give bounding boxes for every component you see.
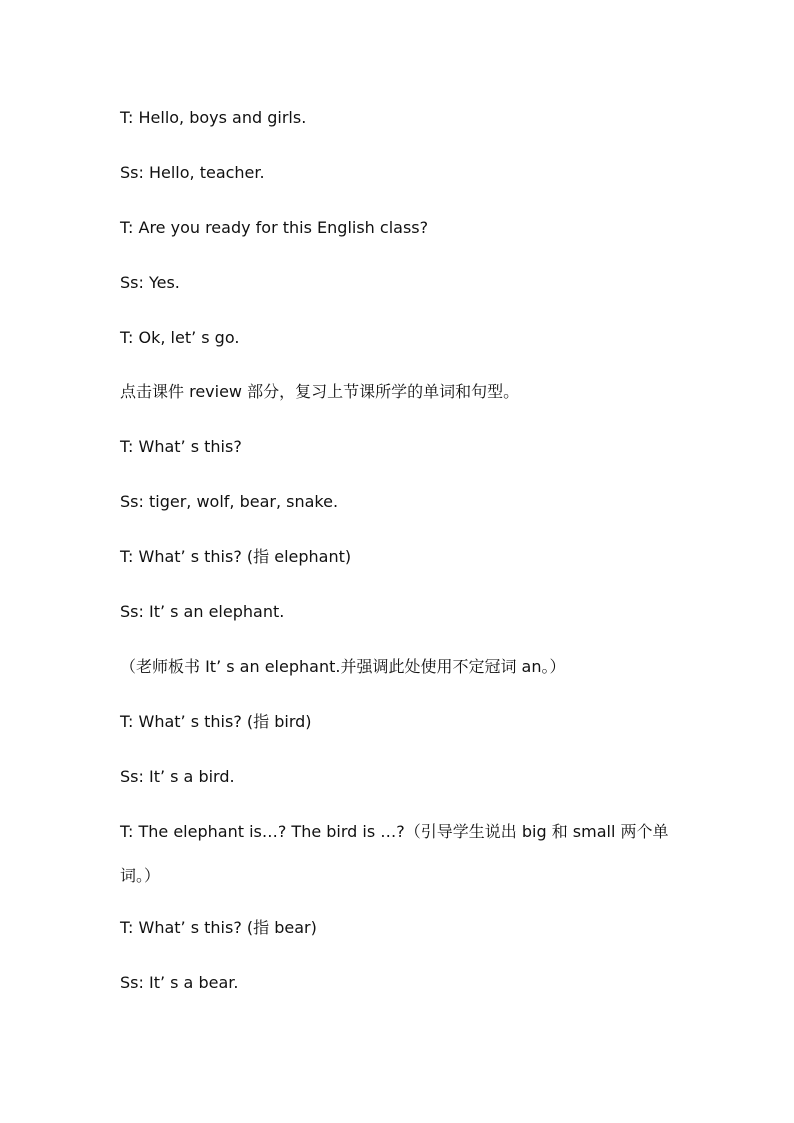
dialogue-line-12: T: The elephant is…? The bird is …?（引导学生说出 big 和 small 两个单词。） (120, 822, 669, 885)
dialogue-line-7: Ss: tiger, wolf, bear, snake. (120, 492, 339, 511)
dialogue-line-14: Ss: It’ s a bear. (120, 973, 239, 992)
dialogue-line-1: T: Hello, boys and girls. (120, 108, 307, 127)
instruction-line-1: 点击课件 review 部分，复习上节课所学的单词和句型。 (120, 382, 520, 401)
dialogue-line-2: Ss: Hello, teacher. (120, 163, 265, 182)
dialogue-line-9: Ss: It’ s an elephant. (120, 602, 285, 621)
dialogue-line-4: Ss: Yes. (120, 273, 180, 292)
dialogue-line-6: T: What’ s this? (120, 437, 242, 456)
dialogue-line-10: T: What’ s this? (指 bird) (120, 712, 312, 731)
dialogue-line-11: Ss: It’ s a bird. (120, 767, 235, 786)
instruction-line-2: （老师板书 It’ s an elephant.并强调此处使用不定冠词 an。） (120, 657, 566, 676)
dialogue-line-8: T: What’ s this? (指 elephant) (120, 547, 352, 566)
dialogue-line-5: T: Ok, let’ s go. (120, 328, 240, 347)
dialogue-line-3: T: Are you ready for this English class? (120, 218, 429, 237)
dialogue-line-13: T: What’ s this? (指 bear) (120, 918, 317, 937)
